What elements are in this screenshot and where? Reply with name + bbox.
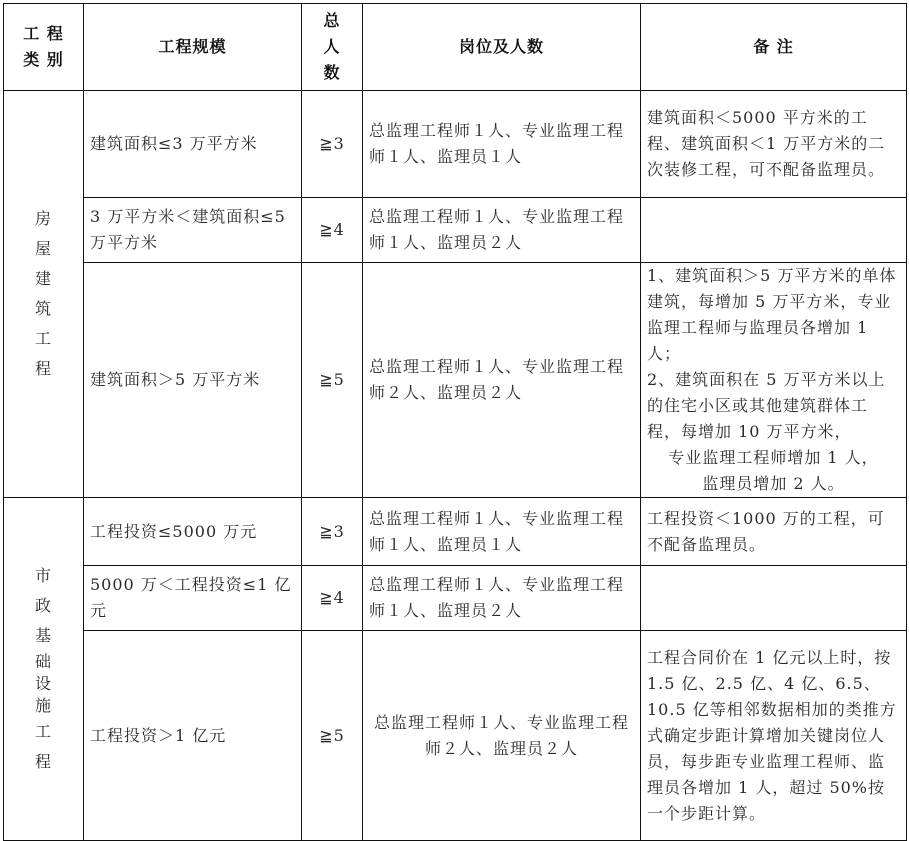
header-category xyxy=(4,4,84,91)
staff-cell: 总监理工程师１人、专业监理工程师１人、监理员１人 xyxy=(363,91,641,198)
scale-cell: 5000 万＜工程投资≤1 亿元 xyxy=(84,566,302,631)
header-total-char: 数 xyxy=(323,63,341,82)
scale-cell: 3 万平方米＜建筑面积≤5 万平方米 xyxy=(84,198,302,263)
table-row xyxy=(4,631,907,841)
header-positions: 岗位及人数 xyxy=(363,4,641,91)
scale-cell: 工程投资≤5000 万元 xyxy=(84,498,302,566)
remarks-cell xyxy=(641,198,907,263)
header-total xyxy=(302,4,363,91)
table-row xyxy=(4,498,907,566)
header-category-line2: 类 别 xyxy=(23,50,64,69)
remarks-cell xyxy=(641,263,907,498)
staff-cell: 总监理工程师１人、专业监理工程师１人、监理员１人 xyxy=(363,498,641,566)
total-cell: ≧3 xyxy=(302,91,363,198)
category-char: 程 xyxy=(34,359,52,378)
header-total-char: 人 xyxy=(323,37,341,56)
header-scale: 工程规模 xyxy=(84,4,302,91)
category-char: 设 xyxy=(34,674,52,693)
category-char: 工 xyxy=(34,722,52,741)
table-row xyxy=(4,566,907,631)
remarks-line: 1、建筑面积＞5 万平方米的单体建筑，每增加 5 万平方米，专业监理工程师与监理员各增加 1 人； xyxy=(647,266,897,363)
total-cell: ≧4 xyxy=(302,198,363,263)
header-remarks: 备 注 xyxy=(641,4,907,91)
category-char: 建 xyxy=(34,269,52,288)
remarks-line: 监理员增加 2 人。 xyxy=(702,474,845,493)
table-row xyxy=(4,198,907,263)
total-cell: ≧3 xyxy=(302,498,363,566)
remarks-line: 专业监理工程师增加 1 人， xyxy=(668,448,879,467)
header-total-char: 总 xyxy=(323,11,341,30)
category-char: 房 xyxy=(34,209,52,228)
remarks-cell: 建筑面积＜5000 平方米的工程、建筑面积＜1 万平方米的二次装修工程，可不配备监理员。 xyxy=(641,91,907,198)
category-char: 基 xyxy=(34,626,52,645)
remarks-cell: 工程投资＜1000 万的工程，可不配备监理员。 xyxy=(641,498,907,566)
scale-cell: 工程投资＞1 亿元 xyxy=(84,631,302,841)
table-row xyxy=(4,263,907,498)
scale-cell: 建筑面积＞5 万平方米 xyxy=(84,263,302,498)
category-char: 施 xyxy=(34,696,52,715)
category-building xyxy=(4,91,84,498)
remarks-cell: 工程合同价在 1 亿元以上时，按 1.5 亿、2.5 亿、4 亿、6.5、10.5 亿等相邻数据相加的类推方式确定步距计算增加关键岗位人员，每步距专业监理工程师、监理员各增加 1 人，超过 50%按一个步距计算。 xyxy=(641,631,907,841)
staff-cell: 总监理工程师１人、专业监理工程师１人、监理员２人 xyxy=(363,566,641,631)
staff-cell: 总监理工程师１人、专业监理工程师２人、监理员２人 xyxy=(363,631,641,841)
table-row xyxy=(4,91,907,198)
total-cell: ≧4 xyxy=(302,566,363,631)
staff-cell: 总监理工程师１人、专业监理工程师１人、监理员２人 xyxy=(363,198,641,263)
remarks-cell xyxy=(641,566,907,631)
total-cell: ≧5 xyxy=(302,631,363,841)
total-cell: ≧5 xyxy=(302,263,363,498)
category-char: 市 xyxy=(34,566,52,585)
staff-cell: 总监理工程师１人、专业监理工程师２人、监理员２人 xyxy=(363,263,641,498)
scale-cell: 建筑面积≤3 万平方米 xyxy=(84,91,302,198)
category-municipal xyxy=(4,498,84,841)
category-char: 础 xyxy=(34,652,52,671)
category-char: 政 xyxy=(34,596,52,615)
category-char: 程 xyxy=(34,752,52,771)
header-row xyxy=(4,4,907,91)
header-category-line1: 工 程 xyxy=(23,24,64,43)
category-char: 筑 xyxy=(34,299,52,318)
supervision-staffing-table xyxy=(3,3,907,841)
category-char: 屋 xyxy=(34,239,52,258)
category-char: 工 xyxy=(34,329,52,348)
remarks-line: 2、建筑面积在 5 万平方米以上的住宅小区或其他建筑群体工程，每增加 10 万平方米， xyxy=(647,370,886,441)
